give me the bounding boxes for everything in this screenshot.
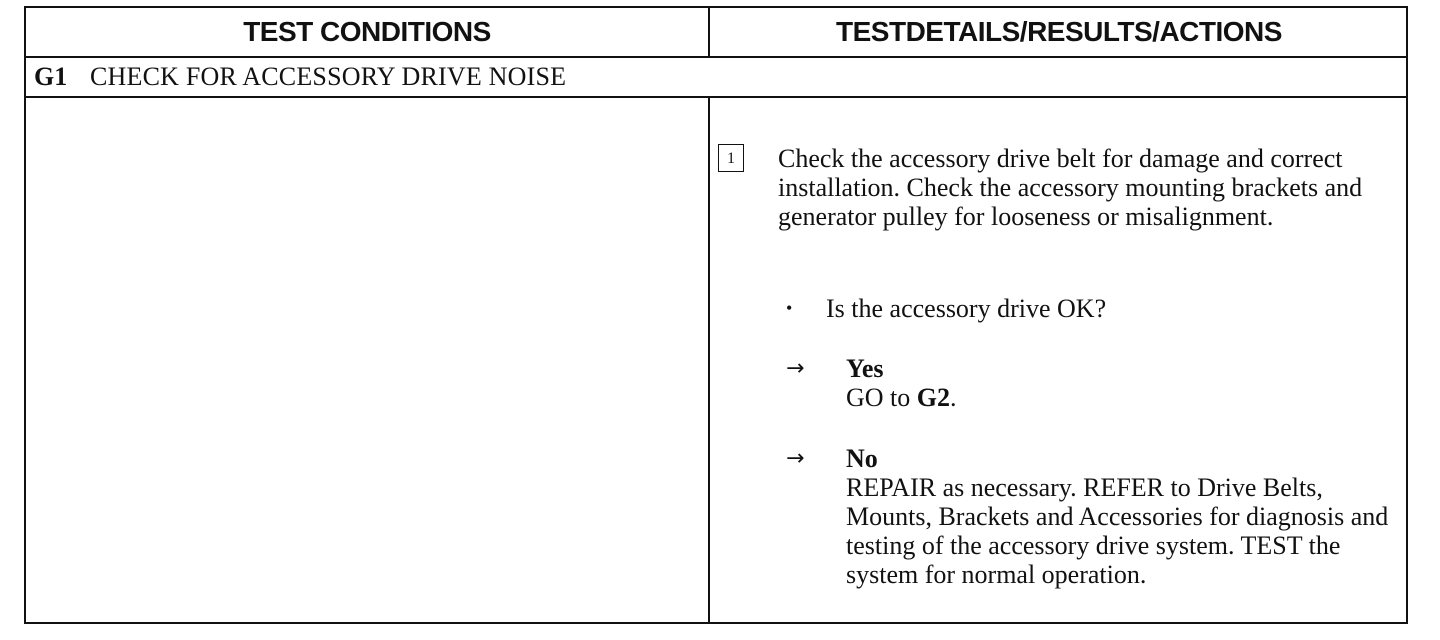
answer-no xyxy=(786,444,1406,589)
answer-no-body xyxy=(846,444,1406,589)
step-instruction: Check the accessory drive belt for damage and correct installation. Check the accessory mounting brackets and generator pulley for looseness or misalignment. xyxy=(778,144,1363,231)
question-line xyxy=(786,294,1106,323)
answer-no-action: REPAIR as necessary. REFER to Drive Belts, Mounts, Brackets and Accessories for diagnosis and testing of the accessory drive system. TEST the system for normal operation. xyxy=(846,473,1389,589)
goto-prefix: GO to xyxy=(846,383,917,412)
answer-no-label: No xyxy=(846,444,878,473)
goto-target: G2 xyxy=(916,383,951,412)
diagnostic-table xyxy=(24,6,1408,624)
answer-yes xyxy=(786,354,1406,412)
table-header-row xyxy=(26,8,1406,58)
header-test-conditions: TEST CONDITIONS xyxy=(26,8,710,56)
answer-yes-label: Yes xyxy=(846,354,884,383)
bullet-icon: • xyxy=(786,298,793,318)
arrow-right-icon: → xyxy=(786,356,805,381)
arrow-right-icon: → xyxy=(786,446,805,471)
step-number-box: 1 xyxy=(718,144,744,172)
test-details-cell xyxy=(710,98,1408,622)
question-text: Is the accessory drive OK? xyxy=(826,294,1107,323)
answer-yes-action xyxy=(846,383,1406,412)
step-id: G1 xyxy=(34,62,68,91)
goto-suffix: . xyxy=(950,383,957,412)
step-title-row xyxy=(26,58,1406,98)
header-test-details: TESTDETAILS/RESULTS/ACTIONS xyxy=(836,16,1282,47)
test-conditions-cell xyxy=(26,98,710,622)
answer-yes-body xyxy=(846,354,1406,412)
step-title: CHECK FOR ACCESSORY DRIVE NOISE xyxy=(90,62,567,91)
